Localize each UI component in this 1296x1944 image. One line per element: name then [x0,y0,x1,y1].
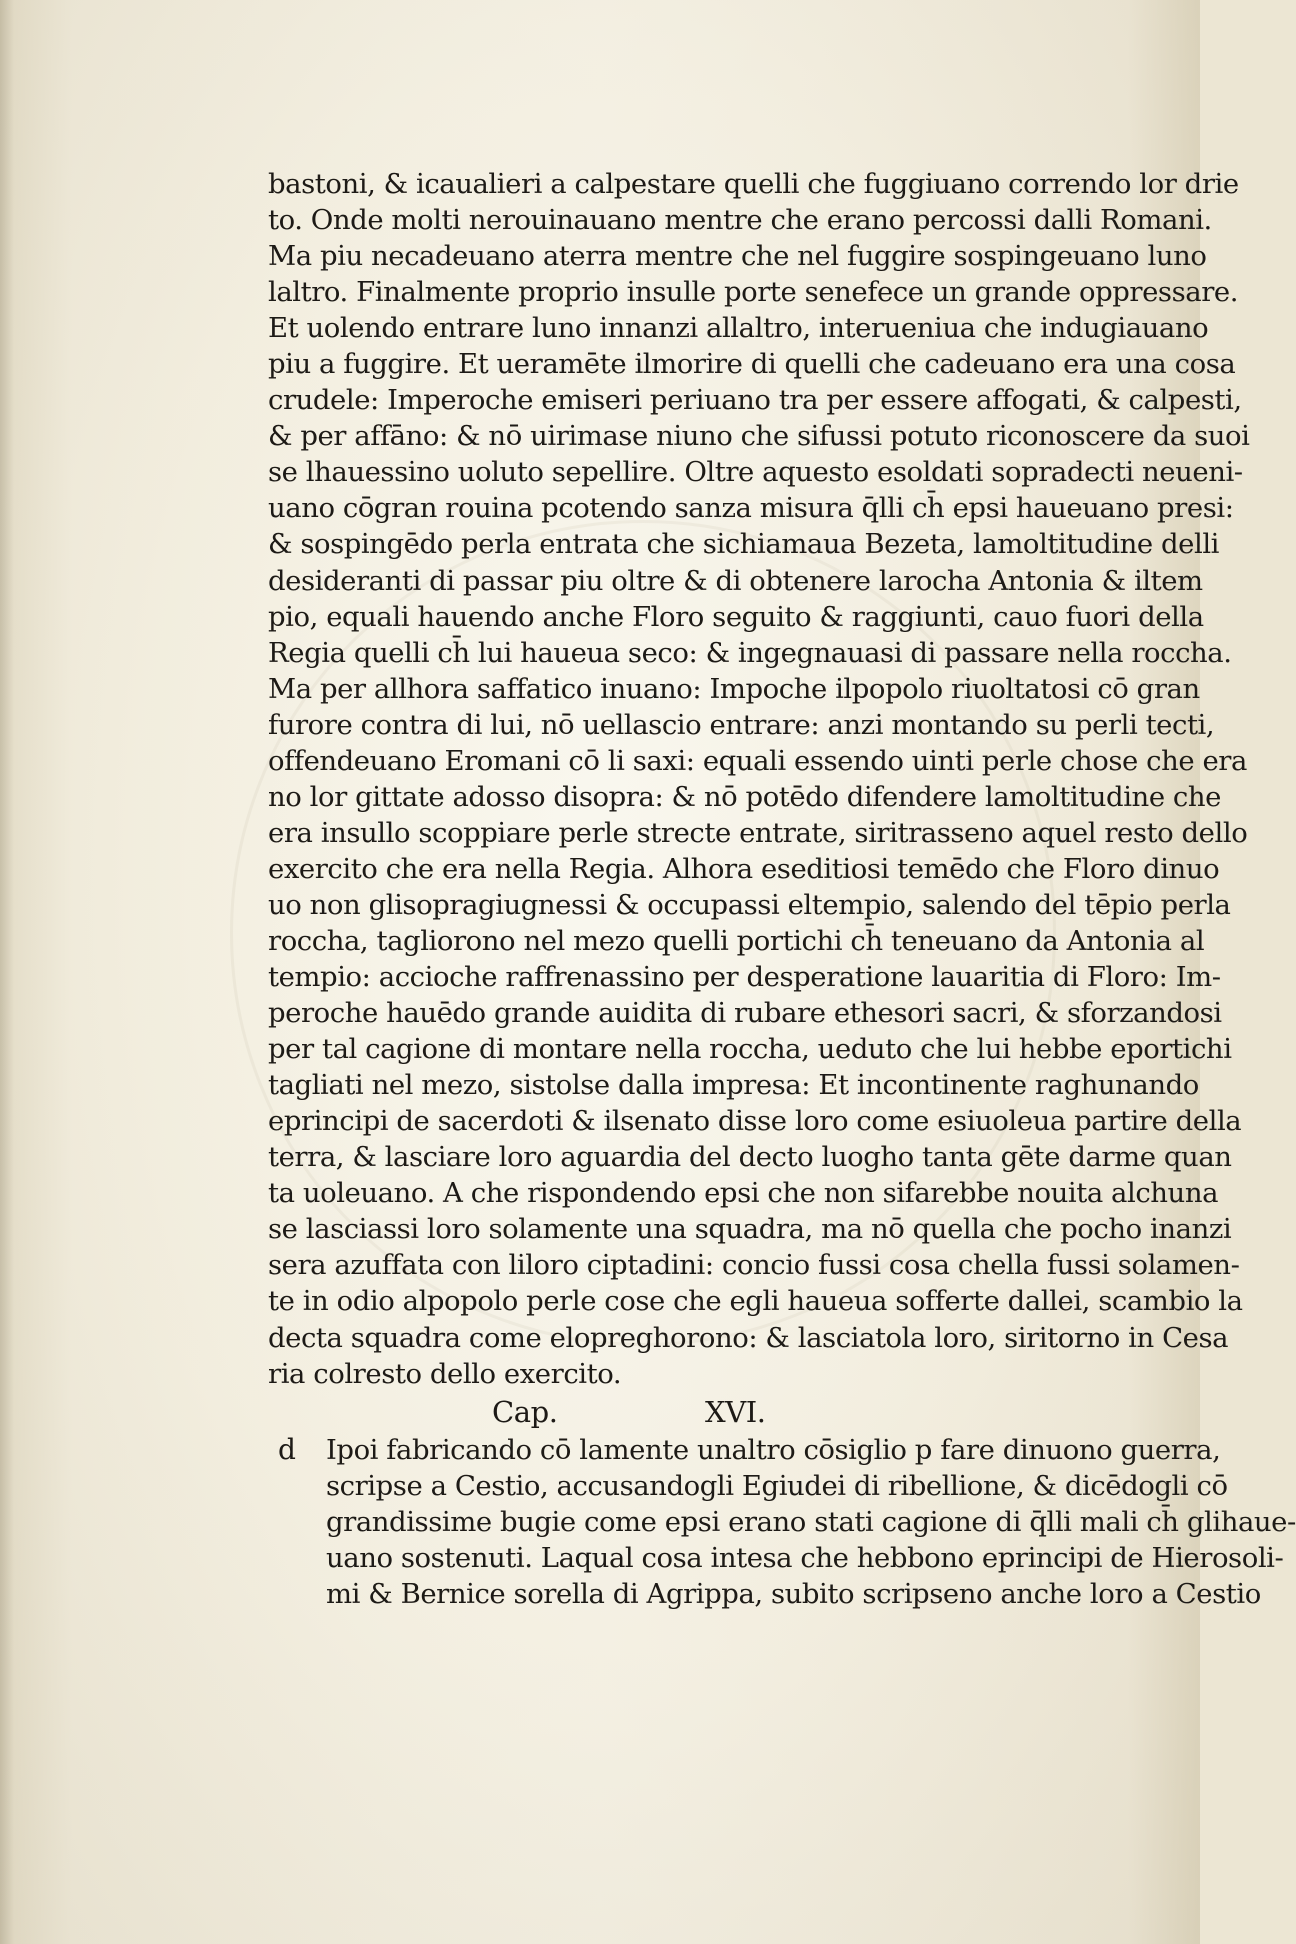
text-line: to. Onde molti nerouinauano mentre che erano percossi dalli Romani. [268,204,1212,237]
text-line: ta uoleuano. A che rispondendo epsi che non sifarebbe nouita alchuna [268,1177,1219,1210]
text-line: roccha, tagliorono nel mezo quelli portichi ch̄ teneuano da Antonia al [268,924,1205,957]
text-line: Ma per allhora saffatico inuano: Impoche ilpopolo riuoltatosi cō gran [268,672,1200,705]
text-line: offendeuano Eromani cō li saxi: equali essendo uinti perle chose che era [268,744,1247,777]
text-line: te in odio alpopolo perle cose che egli haueua sofferte dallei, scambio la [268,1285,1243,1318]
text-line: sera azuffata con liloro ciptadini: concio fussi cosa chella fussi solamen- [268,1249,1240,1282]
text-line: exercito che era nella Regia. Alhora eseditiosi temēdo che Floro dinuo [268,852,1220,885]
text-line: furore contra di lui, nō uellascio entrare: anzi montando su perli tecti, [268,708,1215,741]
text-line: era insullo scoppiare perle strecte entrate, siritrassenο aquel resto dello [268,816,1248,849]
text-line: tagliati nel mezo, sistolse dalla impresa: Et incontinente raghunando [268,1069,1199,1102]
text-line: Et uolendo entrare luno innanzi allaltro, interueniua che indugiauano [268,312,1209,345]
text-line: & sospingēdo perla entrata che sichiamaua Bezeta, lamoltitudine delli [268,528,1220,561]
chapter-cap-label: Cap. [492,1394,558,1429]
text-line: se lasciassi loro solamente una squadra, ma nō quella che pocho inanzi [268,1213,1232,1246]
chapter-text [268,1432,1296,1612]
text-line: uo non glisopragiugnessi & occupassi eltempio, salendo del tēpio perla [268,888,1231,921]
text-line: & per affāno: & nō uirimase niuno che sifussi potuto riconoscere da suoi [268,420,1250,453]
text-line: tempio: accioche raffrenassino per desperatione lauaritia di Floro: Im- [268,961,1221,994]
text-line: pio, equali hauendo anche Floro seguito & raggiunti, cauo fuori della [268,600,1204,633]
text-line: ria colresto dello exercito. [268,1357,622,1390]
text-line: piu a fuggire. Et ueramēte ilmorire di quelli che cadeuano era una cosa [268,348,1236,381]
chapter-heading [268,1392,1148,1432]
chapter-lines [268,1432,1296,1612]
text-line: decta squadra come elopreghorono: & lasciatola loro, siritorno in Cesa [268,1321,1229,1354]
text-line: Ipoi fabricando cō lamente unaltro cōsiglio p fare dinuono guerra, [326,1433,1221,1466]
text-line: scripse a Cestio, accusandogli Egiudei di ribellione, & dicēdogli cō [326,1469,1228,1502]
text-block [268,166,1296,1612]
text-line: mi & Bernice sorella di Agrippa, subito scripseno anche loro a Cestio [326,1577,1261,1610]
text-line: peroche hauēdo grande auidita di rubare ethesori sacri, & sforzandosi [268,997,1222,1030]
text-line: bastoni, & icaualieri a calpestare quelli che fuggiuano correndo lor drie [268,168,1239,200]
text-line: terra, & lasciare loro aguardia del decto luogho tanta gēte darme quan [268,1141,1232,1174]
text-line: uano sostenuti. Laqual cosa intesa che hebbono eprincipi de Hierosoli- [326,1541,1284,1574]
initial-letter-guide: d [278,1432,296,1466]
chapter-number: XVI. [705,1394,766,1429]
text-line: grandissime bugie come epsi erano stati cagione di q̄lli mali ch̄ glihaue- [326,1505,1296,1538]
text-line: crudele: Imperoche emiseri periuano tra per essere affogati, & calpesti, [268,384,1242,417]
text-line: per tal cagione di montare nella roccha, ueduto che lui hebbe eportichi [268,1033,1232,1066]
text-line: uano cōgran rouina pcotendo sanza misura q̄lli ch̄ epsi haueuano presi: [268,492,1234,525]
text-line: Ma piu necadeuano aterra mentre che nel fuggire sospingeuano luno [268,240,1207,273]
text-line: Regia quelli ch̄ lui haueua seco: & ingegnauasi di passare nella roccha. [268,636,1232,669]
text-line: laltro. Finalmente proprio insulle porte senefece un grande oppressare. [268,276,1239,309]
body-text [268,166,1250,1392]
text-line: se lhauessino uoluto sepellire. Oltre aquesto esoldati sopradecti neueni- [268,456,1243,489]
text-line: desideranti di passar piu oltre & di obtenere larocha Antonia & iltem [268,564,1203,597]
text-line: eprincipi de sacerdoti & ilsenato disse loro come esiuoleua partire della [268,1105,1242,1138]
text-line: no lor gittate adosso disopra: & nō potēdo difendere lamoltitudine che [268,780,1221,813]
